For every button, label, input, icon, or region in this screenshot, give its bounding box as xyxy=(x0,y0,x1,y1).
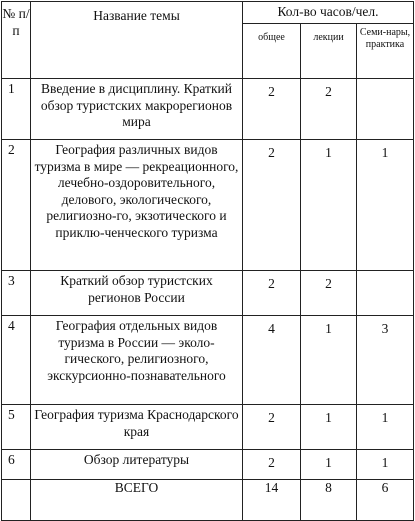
table-row xyxy=(2,79,414,140)
row-seminars: 1 xyxy=(357,140,414,271)
row-seminars xyxy=(357,271,414,316)
row-total: 2 xyxy=(243,450,301,480)
row-seminars: 1 xyxy=(357,405,414,450)
table-row xyxy=(2,271,414,316)
row-num: 3 xyxy=(2,271,31,316)
row-lectures: 1 xyxy=(301,316,357,405)
header-num: № п/п xyxy=(2,2,31,79)
row-seminars: 1 xyxy=(357,450,414,480)
header-topic: Название темы xyxy=(31,2,243,79)
row-num: 2 xyxy=(2,140,31,271)
totals-label: ВСЕГО xyxy=(31,480,243,521)
row-topic: Краткий обзор туристских регионов России xyxy=(31,271,243,316)
row-total: 4 xyxy=(243,316,301,405)
table-row xyxy=(2,450,414,480)
row-topic: Обзор литературы xyxy=(31,450,243,480)
row-lectures: 1 xyxy=(301,450,357,480)
totals-row xyxy=(2,480,414,521)
row-seminars xyxy=(357,79,414,140)
row-total: 2 xyxy=(243,140,301,271)
totals-lectures: 8 xyxy=(301,480,357,521)
row-total: 2 xyxy=(243,405,301,450)
row-num: 5 xyxy=(2,405,31,450)
row-topic: География отдельных видов туризма в России — эколо-гического, религиозного, экскурсионно-познавательного xyxy=(31,316,243,405)
row-total: 2 xyxy=(243,79,301,140)
row-lectures: 1 xyxy=(301,140,357,271)
row-num: 4 xyxy=(2,316,31,405)
totals-seminars: 6 xyxy=(357,480,414,521)
row-lectures: 1 xyxy=(301,405,357,450)
row-num: 6 xyxy=(2,450,31,480)
totals-total: 14 xyxy=(243,480,301,521)
totals-num-cell xyxy=(2,480,31,521)
header-hours: Кол-во часов/чел. xyxy=(243,2,414,24)
row-topic: Введение в дисциплину. Краткий обзор туристских макрорегионов мира xyxy=(31,79,243,140)
header-total: общее xyxy=(243,24,301,79)
row-topic: География различных видов туризма в мире — рекреационного, лечебно-оздоровительного, делового, экологического, религиозно-го, экзотического и приклю-ченческого туризма xyxy=(31,140,243,271)
header-seminars: Семи-нары, практика xyxy=(357,24,414,79)
row-topic: География туризма Краснодарского края xyxy=(31,405,243,450)
row-total: 2 xyxy=(243,271,301,316)
row-lectures: 2 xyxy=(301,79,357,140)
table-row xyxy=(2,140,414,271)
header-lectures: лекции xyxy=(301,24,357,79)
row-num: 1 xyxy=(2,79,31,140)
table-row xyxy=(2,405,414,450)
row-lectures: 2 xyxy=(301,271,357,316)
header-row xyxy=(2,2,414,24)
table-row xyxy=(2,316,414,405)
row-seminars: 3 xyxy=(357,316,414,405)
syllabus-table xyxy=(1,1,414,521)
